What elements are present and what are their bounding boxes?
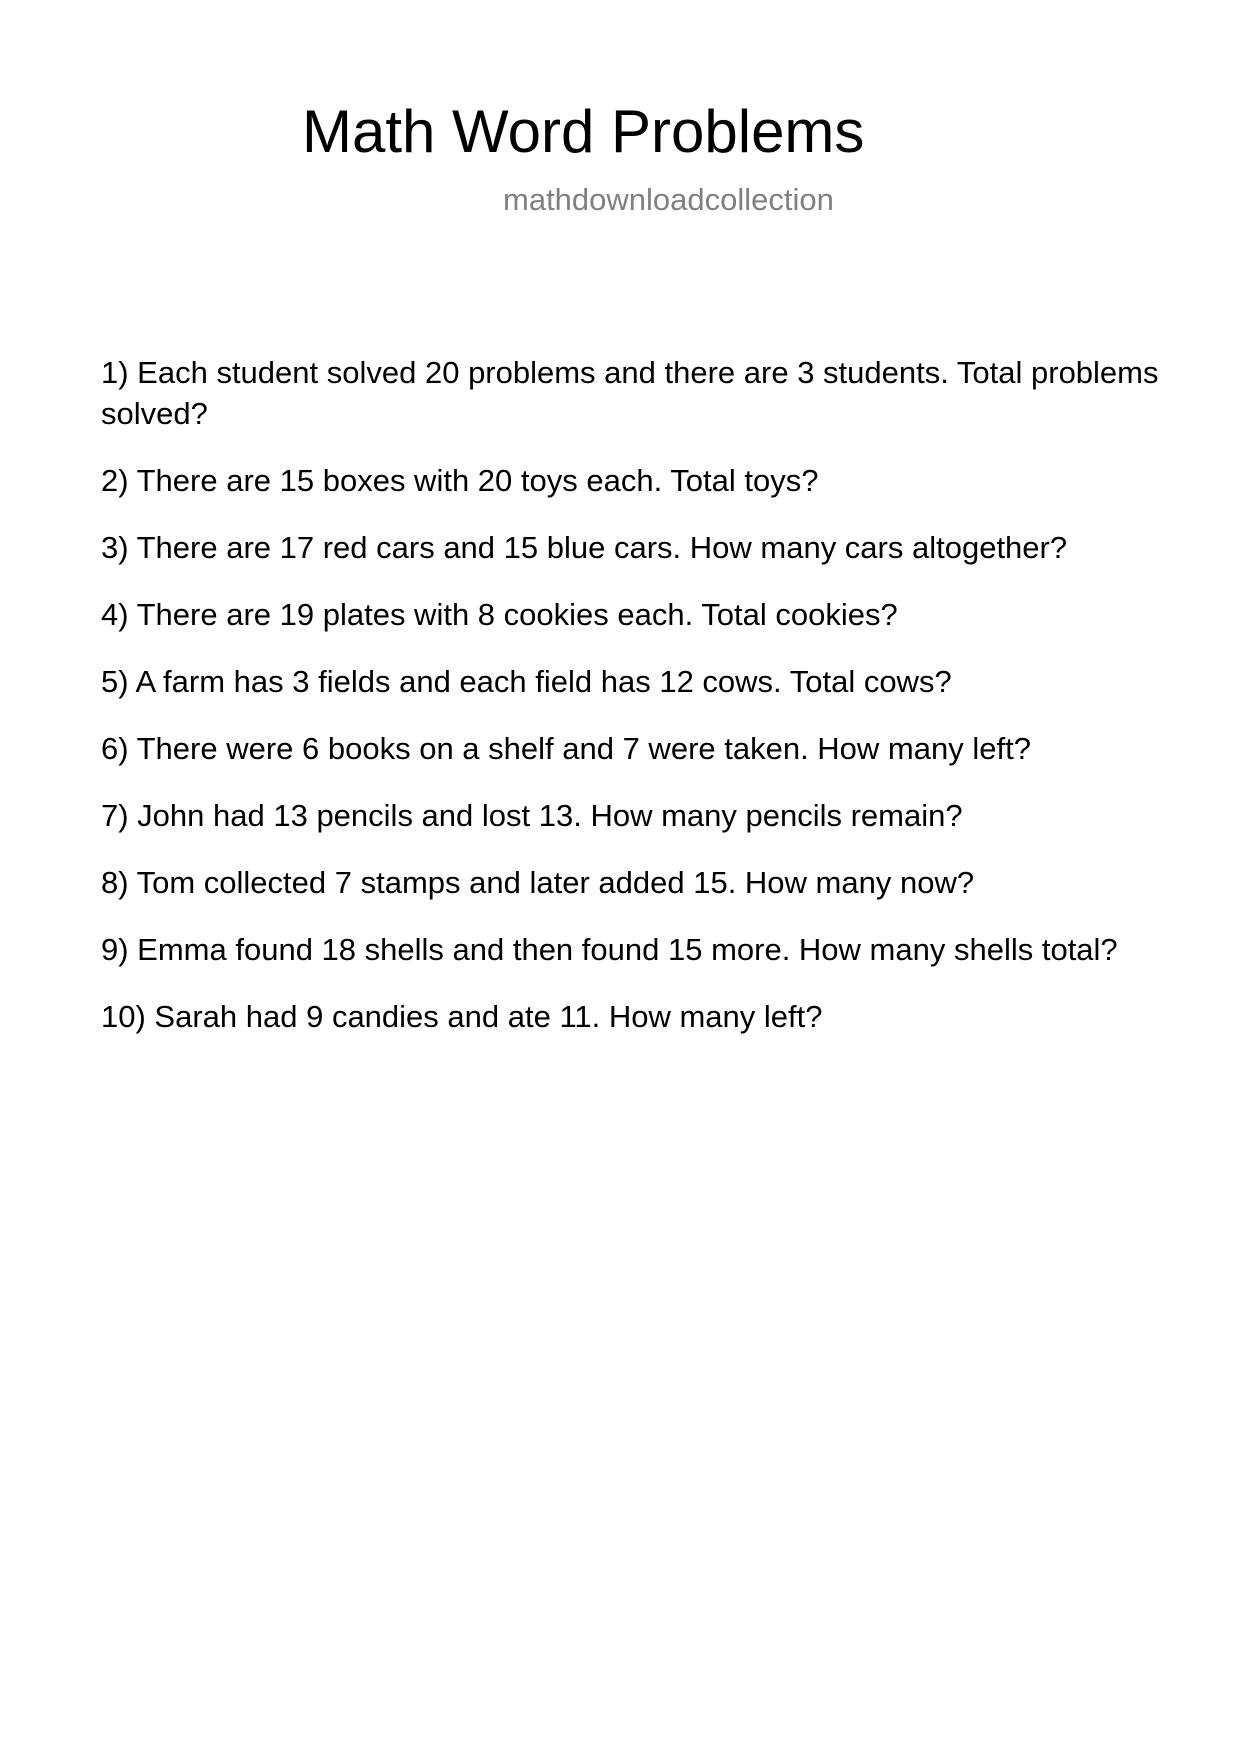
problem-item-7: 7) John had 13 pencils and lost 13. How many pencils remain?	[101, 798, 963, 833]
page-subtitle: mathdownloadcollection	[503, 182, 834, 217]
problem-item-2: 2) There are 15 boxes with 20 toys each. Total toys?	[101, 463, 819, 498]
problem-item-1: 1) Each student solved 20 problems and there are 3 students. Total problems solved?	[101, 355, 1159, 431]
problem-item-9: 9) Emma found 18 shells and then found 15 more. How many shells total?	[101, 932, 1118, 967]
problem-item-5: 5) A farm has 3 fields and each field has 12 cows. Total cows?	[101, 664, 952, 699]
page-title: Math Word Problems	[302, 98, 865, 165]
problem-item-6: 6) There were 6 books on a shelf and 7 were taken. How many left?	[101, 731, 1031, 766]
problem-item-3: 3) There are 17 red cars and 15 blue cars. How many cars altogether?	[101, 530, 1068, 565]
problem-item-10: 10) Sarah had 9 candies and ate 11. How many left?	[101, 999, 823, 1034]
problem-item-4: 4) There are 19 plates with 8 cookies each. Total cookies?	[101, 597, 898, 632]
problem-item-8: 8) Tom collected 7 stamps and later added 15. How many now?	[101, 865, 975, 900]
problem-list	[101, 352, 1161, 1063]
